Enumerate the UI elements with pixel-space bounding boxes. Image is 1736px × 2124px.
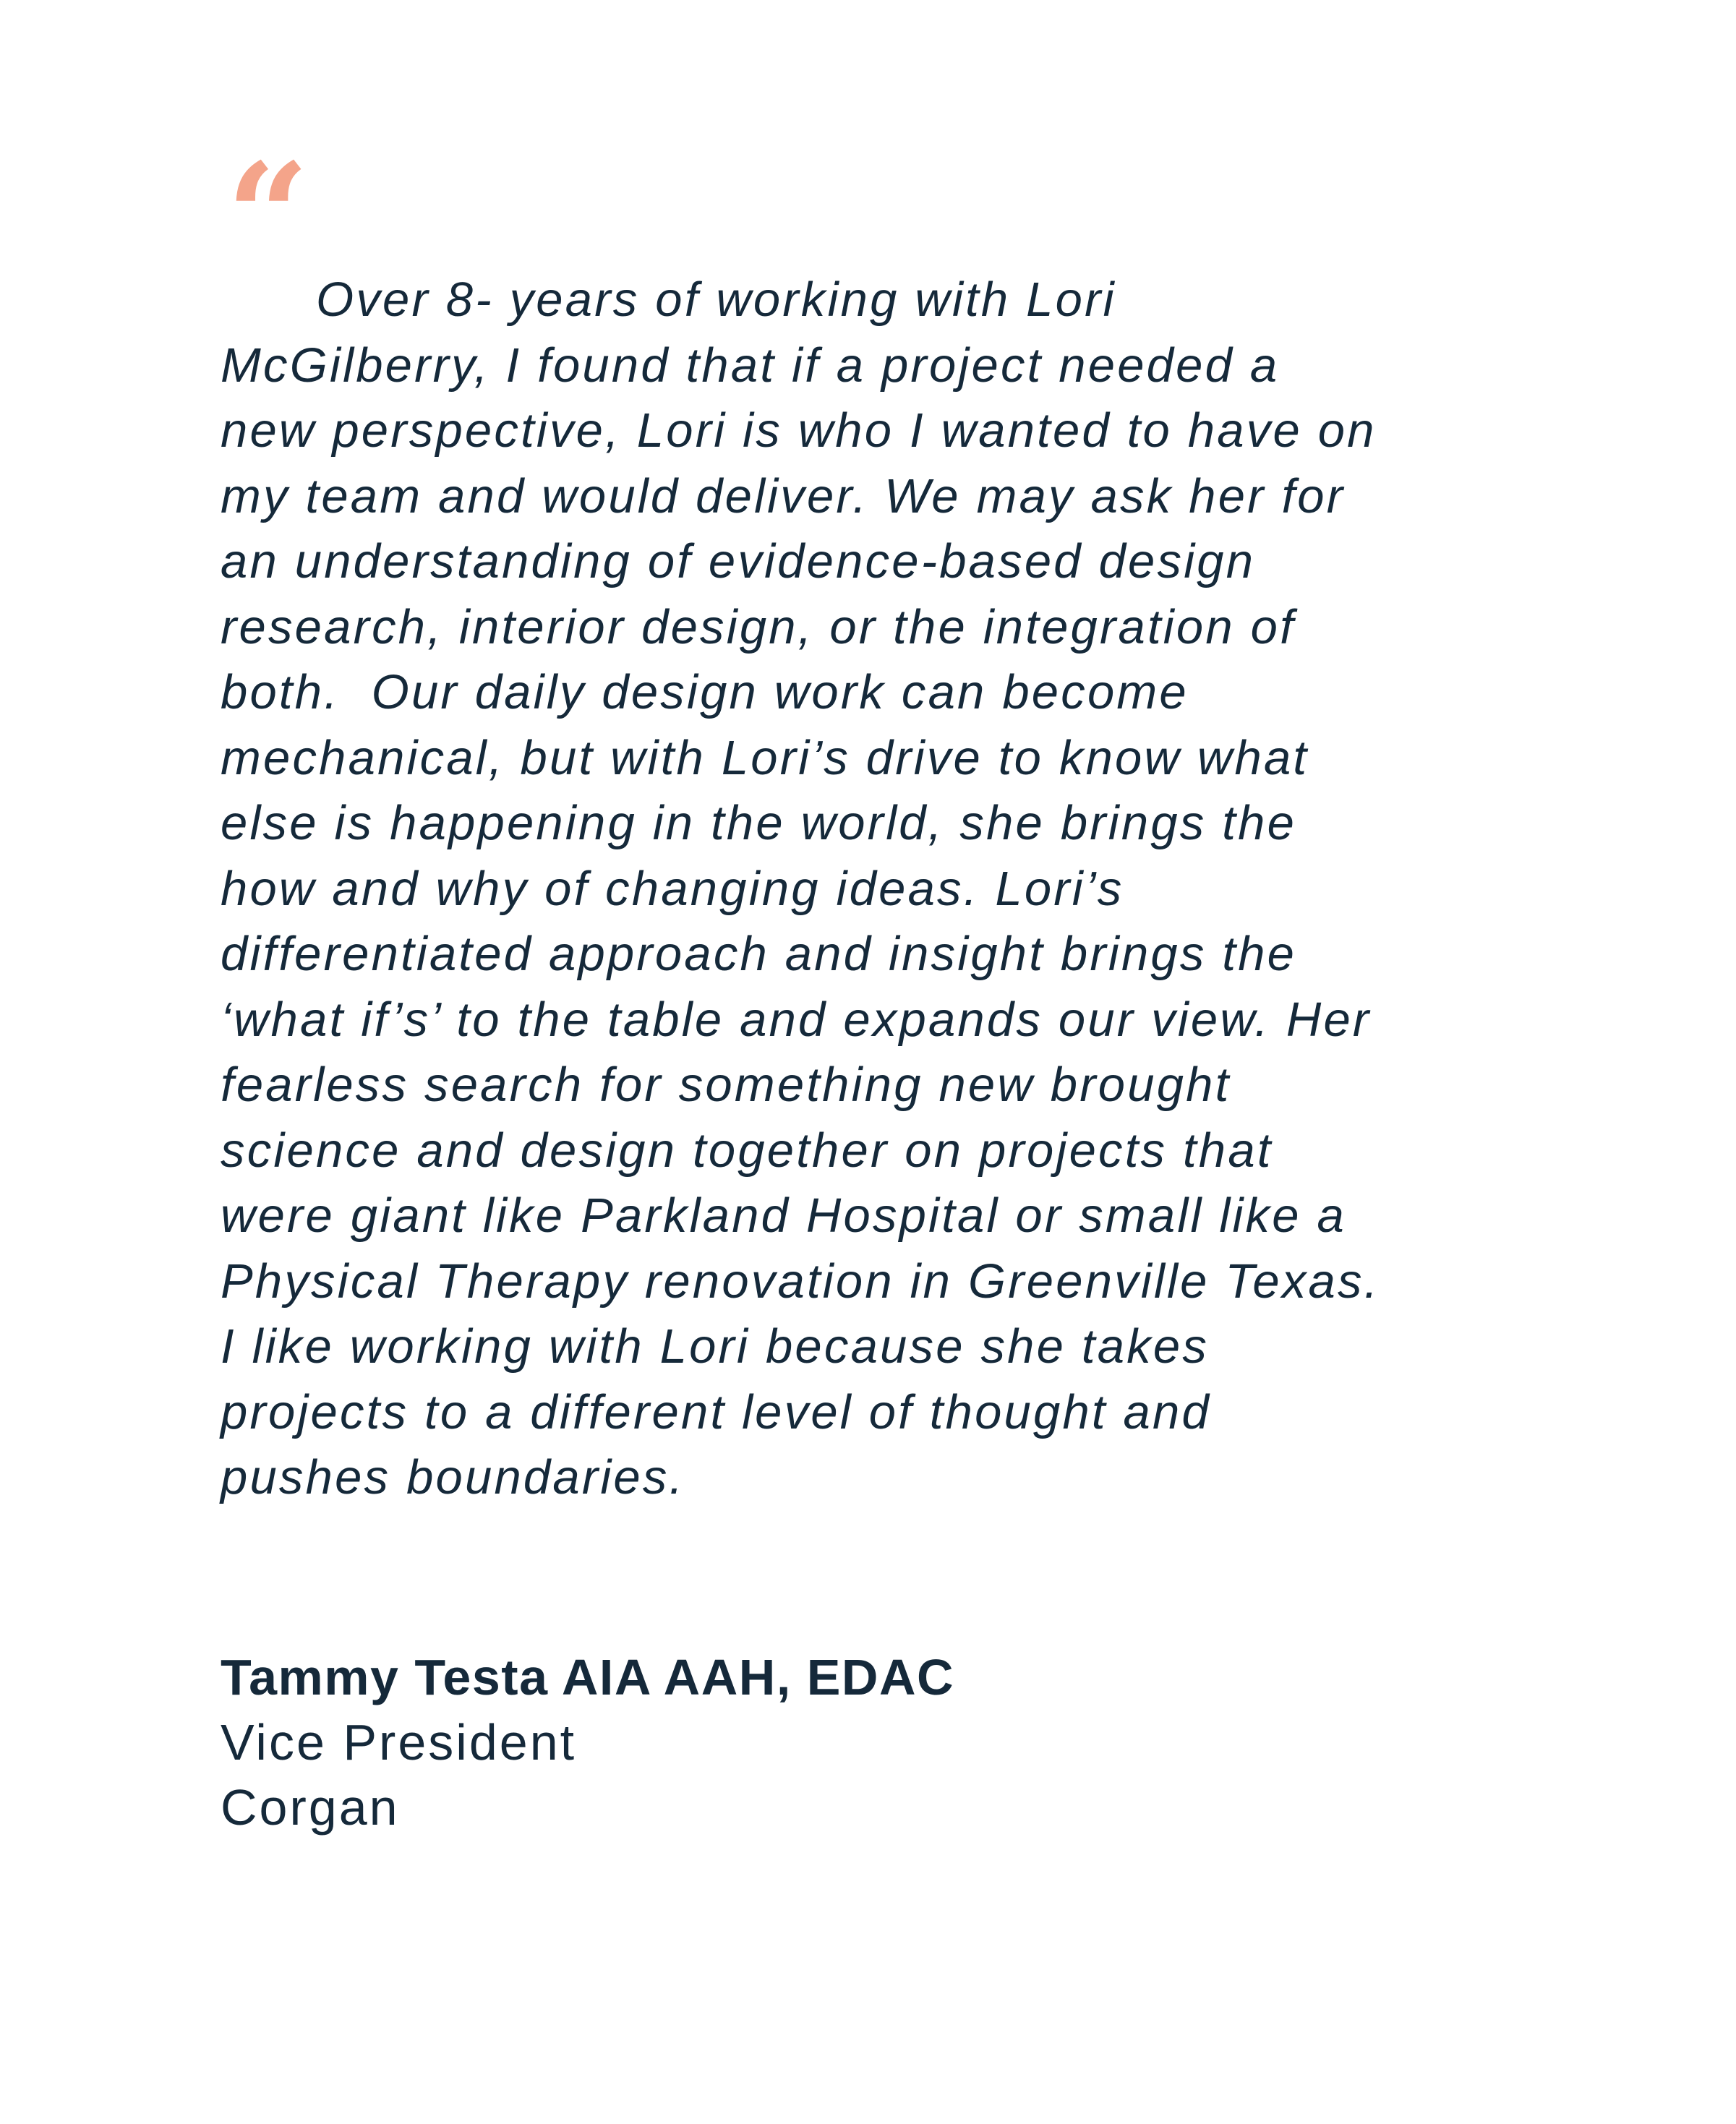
quote-line: science and design together on projects that bbox=[221, 1123, 1273, 1178]
quote-line: McGilberry, I found that if a project needed a bbox=[221, 338, 1280, 393]
testimonial-quote bbox=[221, 267, 1565, 1511]
quote-line: differentiated approach and insight brings the bbox=[221, 927, 1297, 981]
author-title: Vice President bbox=[221, 1713, 577, 1770]
quote-line: were giant like Parkland Hospital or small like a bbox=[221, 1189, 1346, 1243]
quote-line: ‘what if’s’ to the table and expands our view. Her bbox=[221, 992, 1372, 1047]
opening-quote-icon: “ bbox=[226, 132, 304, 301]
author-company: Corgan bbox=[221, 1778, 400, 1836]
quote-line: an understanding of evidence-based design bbox=[221, 534, 1256, 588]
quote-line: fearless search for something new brought bbox=[221, 1058, 1231, 1112]
quote-line: pushes boundaries. bbox=[221, 1450, 685, 1504]
quote-line: projects to a different level of thought and bbox=[221, 1384, 1211, 1439]
quote-line: how and why of changing ideas. Lori’s bbox=[221, 861, 1124, 916]
quote-line: new perspective, Lori is who I wanted to have on bbox=[221, 403, 1377, 458]
quote-line: Physical Therapy renovation in Greenville Texas. bbox=[221, 1254, 1380, 1309]
testimonial-card bbox=[221, 132, 1565, 1840]
quote-line: mechanical, but with Lori’s drive to know what bbox=[221, 730, 1309, 785]
quote-line: both. Our daily design work can become bbox=[221, 665, 1189, 719]
quote-line: else is happening in the world, she brings the bbox=[221, 796, 1297, 850]
quote-line: my team and would deliver. We may ask her for bbox=[221, 468, 1346, 523]
quote-line: I like working with Lori because she takes bbox=[221, 1319, 1210, 1374]
attribution bbox=[221, 1645, 1565, 1840]
author-name: Tammy Testa AIA AAH, EDAC bbox=[221, 1648, 955, 1705]
quote-line: research, interior design, or the integration of bbox=[221, 599, 1296, 654]
quote-line: Over 8- years of working with Lori bbox=[316, 273, 1116, 327]
